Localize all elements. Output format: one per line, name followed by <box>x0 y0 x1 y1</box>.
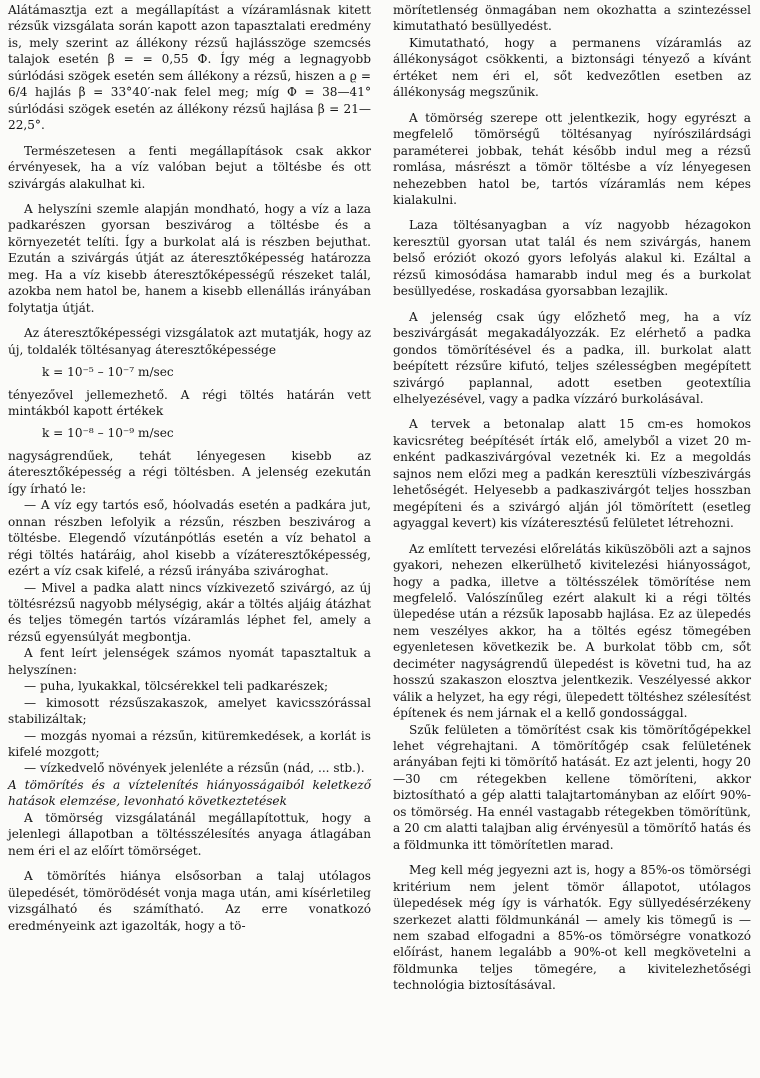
paragraph: A tömörítés hiánya elsősorban a talaj utólagos ülepedését, tömörödését vonja maga után, ami kísérletileg vizsgálható és számítható. Az erre vonatkozó eredményeink azt igazolták, hogy a tö- <box>8 869 371 933</box>
paragraph: Az áteresztőképességi vizsgálatok azt mutatják, hogy az új, toldalék töltésanyag áteresztőképessége <box>8 326 371 357</box>
paragraph: Meg kell még jegyezni azt is, hogy a 85%-os tömörségi kritérium nem jelent tömör állapotot, utólagos ülepedések még így is várhatók. Egy süllyedésérzékeny szerkezet alatti földmunkánál — amely kis tömegű is — nem szabad elfogadni a 85%-os tömörségre vonatkozó előírást, hanem legalább a 90%-ot kell megkövetelni a földmunka teljes tömegére, a kivitelezhetőségi technológia biztosításával. <box>393 863 751 993</box>
paragraph: A jelenség csak úgy előzhető meg, ha a víz beszivárgását megakadályozzák. Ez elérhető a padka gondos tömörítésével és a padka, ill. burkolat alatt beépített rézsűre kifutó, teljes szélességben megépített szivárgó paplannal, adott esetben geotextília elhelyezésével, vagy a padka vízzáró burkolásával. <box>393 309 751 406</box>
paragraph: A helyszíni szemle alapján mondható, hogy a víz a laza padkarészen gyorsan beszivárog a töltésbe és a környezetét telíti. Így a burkolat alá is részben bejuthat. Ezután a szivárgás útját az áteresztőképesség határozza meg. Ha a víz kisebb áteresztőképességű részeket talál, azokba nem hatol be, hanem a kisebb ellenállás irányában folytatja útját. <box>8 201 371 315</box>
list-item: — Mivel a padka alatt nincs vízkivezető szivárgó, az új töltésrézsű nagyobb mélységig, akár a töltés aljáig átázhat és teljes tömegén tartós vízáramlás léphet fel, amely a rézsű egyensúlyát megbontja. <box>8 580 371 644</box>
list-item: — mozgás nyomai a rézsűn, kitüremkedések, a korlát is kifelé mozgott; <box>8 728 371 760</box>
paragraph: mörítetlenség önmagában nem okozhatta a szintezéssel kimutatható besüllyedést. <box>393 3 751 34</box>
formula: k = 10⁻⁸ – 10⁻⁹ m/sec <box>42 426 174 441</box>
paragraph: Természetesen a fenti megállapítások csak akkor érvényesek, ha a víz valóban bejut a töltésbe és ott szivárgás alakulhat ki. <box>8 143 371 191</box>
list-item: — puha, lyukakkal, tölcsérekkel teli padkarészek; <box>24 679 329 694</box>
list-item: — kimosott rézsűszakaszok, amelyet kavicsszórással stabilizáltak; <box>8 695 371 727</box>
paragraph: nagyságrendűek, tehát lényegesen kisebb az áteresztőképesség a régi töltésben. A jelenség ezekután így írható le: <box>8 448 371 496</box>
list-item: — vízkedvelő növények jelenléte a rézsűn (nád, ... stb.). <box>24 761 365 776</box>
paragraph: Az említett tervezési előrelátás kiküszöböli azt a sajnos gyakori, nehezen elkerülhető kivitelezési hiányosságot, hogy a padka, illetve a töltésszélek tömörítése nem megfelelő. Valószínűleg ezért alakult ki a régi töltés ülepedése után a rézsűk laposabb hajlása. Ez az ülepedés nem veszélyes akkor, ha a töltés egész tömegében egyenletesen következik be. A burkolat több cm, sőt deciméter nagyságrendű ülepedést is követni tud, ha az hosszú szakaszon elosztva jelentkezik. Veszélyessé akkor válik a helyzet, ha egy régi, ülepedett töltéshez szélesítést építenek és nem járnak el a kellő gondossággal. <box>393 541 751 721</box>
right-column <box>393 2 751 994</box>
paragraph: A tömörség vizsgálatánál megállapítottuk, hogy a jelenlegi állapotban a töltésszélesítés anyaga átlagában nem éri el az előírt tömörséget. <box>8 810 371 858</box>
paragraph: Alátámasztja ezt a megállapítást a vízáramlásnak kitett rézsűk vizsgálata során kapott azon tapasztalati eredmény is, mely szerint az állékony rézsű hajlásszöge szemcsés talajok esetén β = = 0,55 Φ. Így még a legnagyobb súrlódási szögek esetén sem állékony a rézsű, hiszen a ϱ = 6/4 hajlás β = 33°40′-nak felel meg; míg Φ = 38—41° súrlódási szögek esetén az állékony rézsű hajlása β = 21—22,5°. <box>8 3 371 133</box>
formula: k = 10⁻⁵ – 10⁻⁷ m/sec <box>42 365 174 380</box>
paragraph: tényezővel jellemezhető. A régi töltés határán vett mintákból kapott értékek <box>8 387 371 418</box>
paragraph: A tömörség szerepe ott jelentkezik, hogy egyrészt a megfelelő tömörségű töltésanyag nyírószilárdsági paraméterei jobbak, tehát később indul meg a rézsű romlása, másrészt a tömör töltésbe a víz lényegesen nehezebben hatol be, tartós vízáramlás nem képes kialakulni. <box>393 110 751 207</box>
section-heading: A tömörítés és a víztelenítés hiányosságaiból keletkező hatások elemzése, levonható következtetések <box>8 777 371 809</box>
left-column <box>8 2 371 934</box>
paragraph: Laza töltésanyagban a víz nagyobb hézagokon keresztül gyorsan utat talál és nem szivárgás, hanem belső eróziót okozó gyors lefolyás alakul ki. Ezáltal a rézsű kimosódása hamarabb indul meg és a burkolat besüllyedése, roskadása gyorsabban lezajlik. <box>393 218 751 299</box>
paragraph: Szűk felületen a tömörítést csak kis tömörítőgépekkel lehet végrehajtani. A tömörítőgép csak felületének arányában fejti ki tömörítő hatását. Ez azt jelenti, hogy 20—30 cm rétegekben kellene tömöríteni, akkor biztosítható a gép alatti talajtartományban az előírt 90%-os tömörség. Ha ennél vastagabb rétegekben tömörítünk, a 20 cm alatti talajban alig érvényesül a tömörítő hatás és a földmunka itt tömörítetlen marad. <box>393 722 751 852</box>
paragraph: A tervek a betonalap alatt 15 cm-es homokos kavicsréteg beépítését írták elő, amelyből a vizet 20 m-enként padkaszivárgóval vezetnék ki. Ez a megoldás sajnos nem előzi meg a padkán keresztüli vízbeszivárgás lehetőségét. Helyesebb a padkaszivárgót teljes hosszban megépíteni és a szivárgó alján jól tömörített (esetleg agyaggal kevert) kis vízáteresztésű felületet létrehozni. <box>393 417 751 531</box>
paragraph: A fent leírt jelenségek számos nyomát tapasztaltuk a helyszínen: <box>8 646 371 677</box>
list-item: — A víz egy tartós eső, hóolvadás esetén a padkára jut, onnan részben lefolyik a rézsűn, részben beszivárog a töltésbe. Elegendő vízutánpótlás esetén a víz behatol a régi töltés határáig, ahol kisebb a vízáteresztőképesség, ezért a víz csak kifelé, a rézsű irányába szivároghat. <box>8 498 371 579</box>
paragraph: Kimutatható, hogy a permanens vízáramlás az állékonyságot csökkenti, a biztonsági tényező a kívánt értéket nem éri el, sőt kedvezőtlen esetben az állékonyság megszűnik. <box>393 35 751 100</box>
